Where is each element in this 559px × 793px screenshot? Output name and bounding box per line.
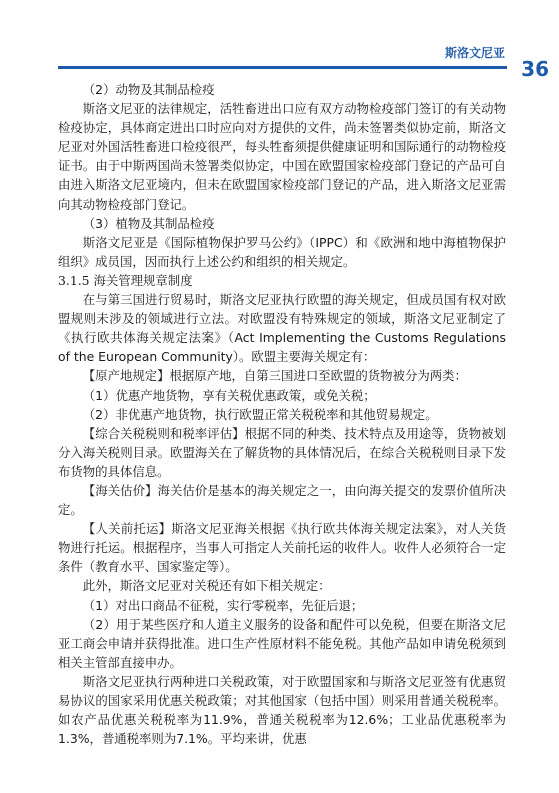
list-item-medical-exemption: （2）用于某些医疗和人道主义服务的设备和配件可以免税，但要在斯洛文尼亚工商会申请并获得批准。进口生产性原材料不能免税。其他产品如申请免税须到相关主管部直接申办。 xyxy=(58,616,506,670)
list-item-export-zero-rate: （1）对出口商品不征税，实行零税率，先征后退； xyxy=(82,597,364,613)
paragraph-tariff-rules-intro: 此外，斯洛文尼亚对关税还有如下相关规定： xyxy=(82,578,331,594)
paragraph-animal-quarantine: 斯洛文尼亚的法律规定，活牲畜进出口应有双方动物检疫部门签订的有关动物检疫协定，具体商定进出口时应向对方提供的文件，尚未签署类似协定前，斯洛文尼亚对外国活牲畜进口检疫很严，每头牲畜须提供健康证明和国际通行的动物检疫证书。由于中斯两国尚未签署类似协定，中国在欧盟国家检疫部门登记的产品可自由进入斯洛文尼亚境内，但未在欧盟国家检疫部门登记的产品，进入斯洛文尼亚需向其动物检疫部门登记。 xyxy=(58,101,506,212)
document-body xyxy=(58,80,506,748)
paragraph-customs-intro: 在与第三国进行贸易时，斯洛文尼亚执行欧盟的海关规定，但成员国有权对欧盟规则未涉及的领域进行立法。对欧盟没有特殊规定的领域，斯洛文尼亚制定了《执行欧共体海关规定法案》（Act Implementing the Customs Regulations of the European Community）。欧盟主要海关规定有： xyxy=(58,292,506,365)
paragraph-pre-entry-consignment: 【人关前托运】斯洛文尼亚海关根据《执行欧共体海关规定法案》，对人关货物进行托运。根据程序，当事人可指定人关前托运的收件人。收件人必须符合一定条件（教育水平、国家鉴定等）。 xyxy=(58,521,506,575)
list-item-preferential-origin: （1）优惠产地货物，享有关税优惠政策，或免关税； xyxy=(82,387,376,403)
paragraph-origin-rules: 【原产地规定】根据原产地，自第三国进口至欧盟的货物被分为两类： xyxy=(82,368,467,384)
paragraph-tariff-nomenclature: 【综合关税税则和税率评估】根据不同的种类、技术特点及用途等，货物被划分入海关税则目录。欧盟海关在了解货物的具体情况后，在综合关税税则目录下发布货物的具体信息。 xyxy=(58,425,506,479)
subheading-plant-quarantine: （3）植物及其制品检疫 xyxy=(82,215,215,231)
page-number: 36 xyxy=(521,57,549,81)
paragraph-plant-quarantine: 斯洛文尼亚是《国际植物保护罗马公约》（IPPC）和《欧洲和地中海植物保护组织》成员国，因而执行上述公约和组织的相关规定。 xyxy=(58,234,506,269)
header-country-label: 斯洛文尼亚 xyxy=(444,46,505,60)
paragraph-customs-valuation: 【海关估价】海关估价是基本的海关规定之一，由向海关提交的发票价值所决定。 xyxy=(58,482,506,518)
list-item-non-preferential-origin: （2）非优惠产地货物，执行欧盟正常关税税率和其他贸易规定。 xyxy=(82,406,438,422)
paragraph-import-tariff-policy: 斯洛文尼亚执行两种进口关税政策，对于欧盟国家和与斯洛文尼亚签有优惠贸易协议的国家采用优惠关税政策；对其他国家（包括中国）则采用普通关税税率。如农产品优惠关税税率为11.9%，普通关税税率为12.6%；工业品优惠税率为1.3%，普通税率则为7.1%。平均来讲，优惠 xyxy=(58,673,506,747)
header-divider xyxy=(58,66,507,69)
subheading-animal-quarantine: （2）动物及其制品检疫 xyxy=(82,82,215,97)
section-title-customs: 3.1.5 海关管理规章制度 xyxy=(58,272,193,288)
